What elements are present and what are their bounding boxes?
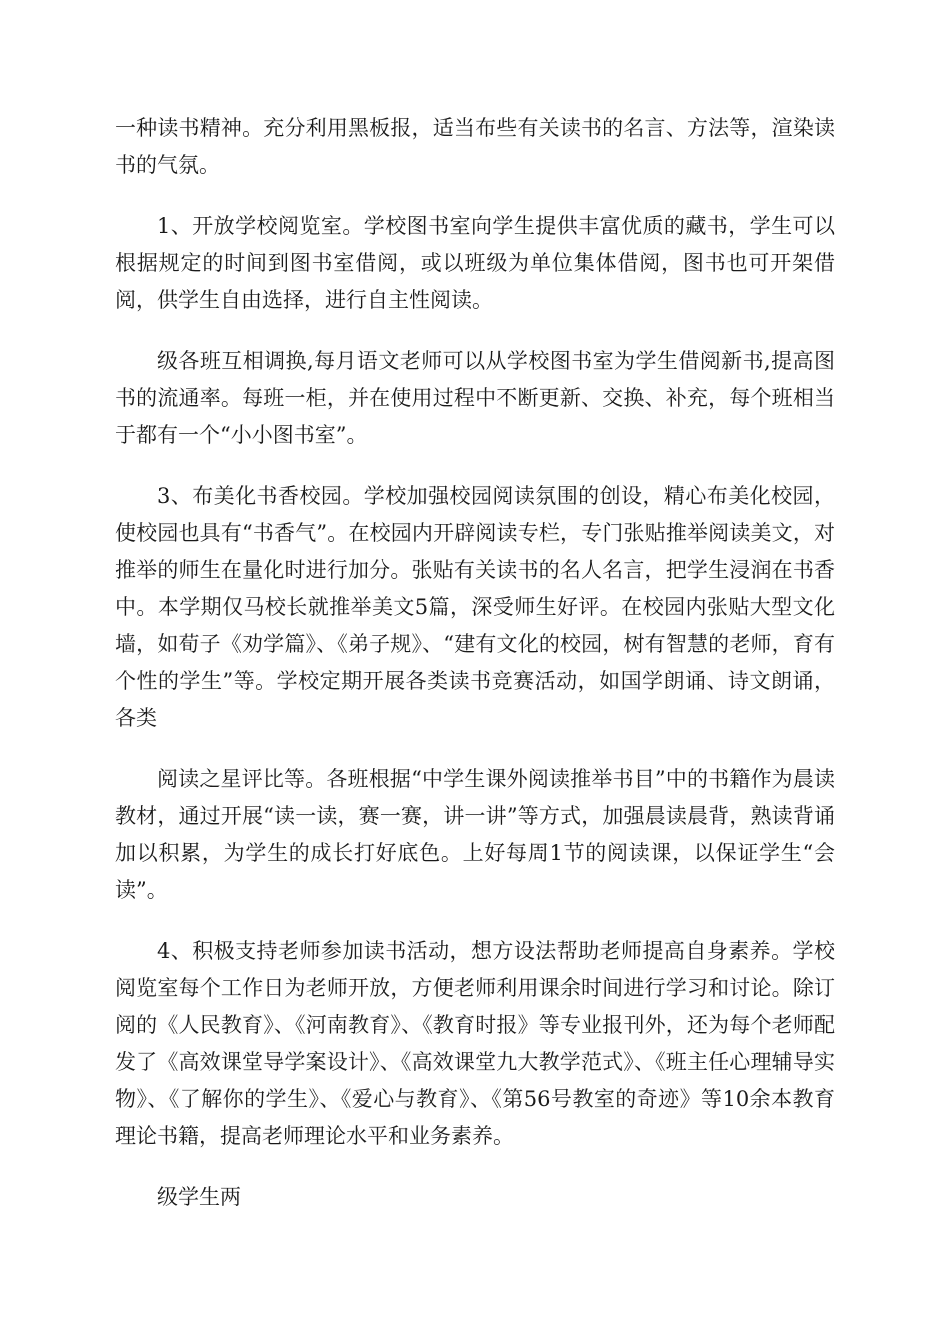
paragraph-6: 4、积极支持老师参加读书活动，想方设法帮助老师提高自身素养。学校阅览室每个工作日为老师开放，方便老师利用课余时间进行学习和讨论。除订阅的《人民教育》、《河南教育》、《教育时报》等专业报刊外，还为每个老师配发了《高效课堂导学案设计》、《高效课堂九大教学范式》、《班主任心理辅导实物》、《了解你的学生》、《爱心与教育》、《第56号教室的奇迹》等10余本教育理论书籍，提高老师理论水平和业务素养。 [115, 939, 835, 1148]
paragraph-7: 级学生两 [157, 1185, 241, 1209]
paragraph-3: 级各班互相调换,每月语文老师可以从学校图书室为学生借阅新书,提高图书的流通率。每班一柜，并在使用过程中不断更新、交换、补充，每个班相当于都有一个“小小图书室”。 [115, 349, 835, 447]
paragraph-1: 一种读书精神。充分利用黑板报，适当布些有关读书的名言、方法等，渲染读书的气氛。 [115, 116, 835, 177]
paragraph-5: 阅读之星评比等。各班根据“中学生课外阅读推举书目”中的书籍作为晨读教材，通过开展“读一读，赛一赛，讲一讲”等方式，加强晨读晨背，熟读背诵加以积累，为学生的成长打好底色。上好每周1节的阅读课，以保证学生“会读”。 [115, 767, 835, 902]
paragraph-4: 3、布美化书香校园。学校加强校园阅读氛围的创设，精心布美化校园，使校园也具有“书香气”。在校园内开辟阅读专栏，专门张贴推举阅读美文，对推举的师生在量化时进行加分。张贴有关读书的名人名言，把学生浸润在书香中。本学期仅马校长就推举美文5篇，深受师生好评。在校园内张贴大型文化墙，如荀子《劝学篇》、《弟子规》、“建有文化的校园，树有智慧的老师，育有个性的学生”等。学校定期开展各类读书竞赛活动，如国学朗诵、诗文朗诵，各类 [115, 484, 835, 730]
paragraph-2: 1、开放学校阅览室。学校图书室向学生提供丰富优质的藏书，学生可以根据规定的时间到图书室借阅，或以班级为单位集体借阅，图书也可开架借阅，供学生自由选择，进行自主性阅读。 [115, 214, 835, 312]
body-text [115, 110, 835, 1240]
